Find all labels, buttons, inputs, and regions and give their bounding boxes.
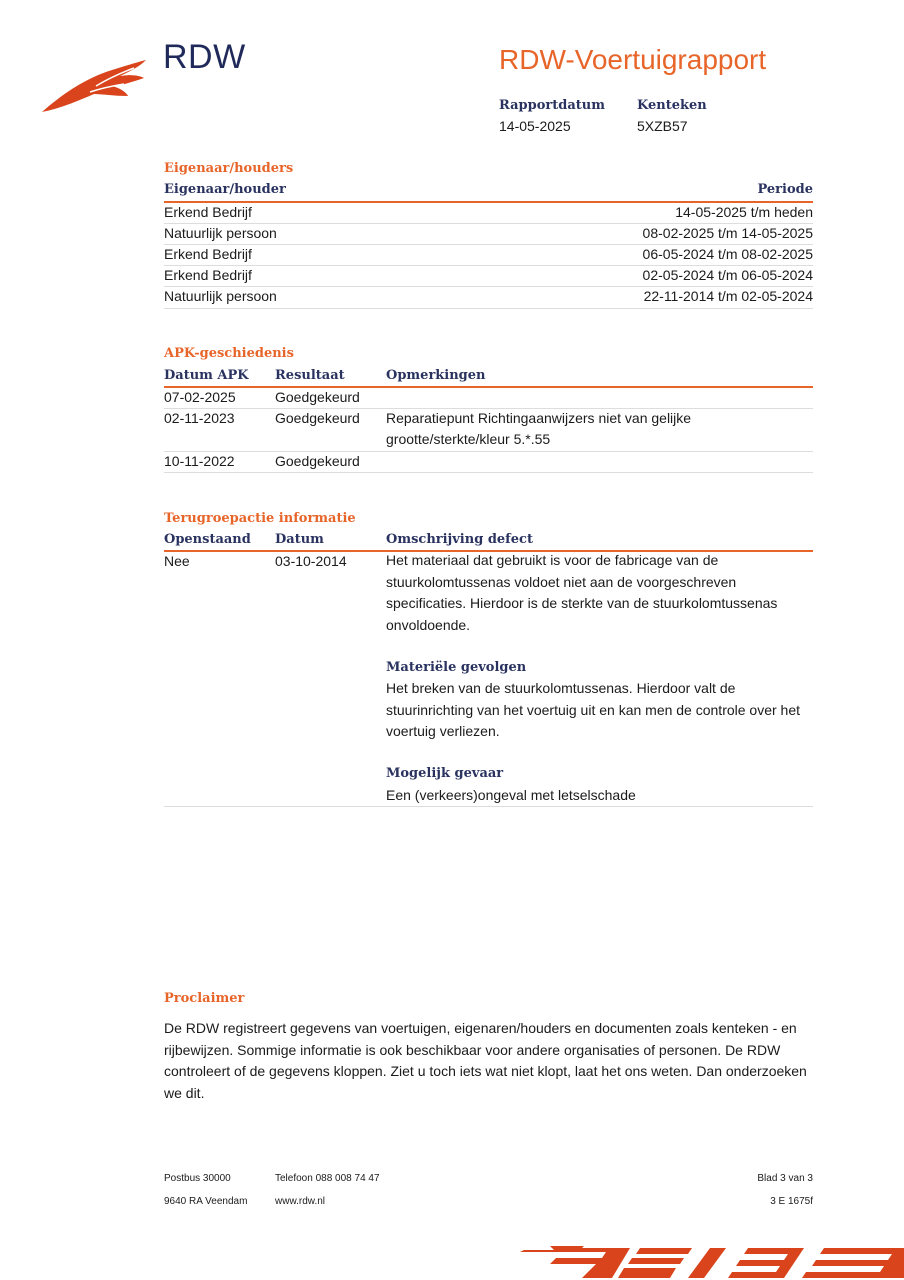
proclaimer-line: rijbewijzen. Sommige informatie is ook beschikbaar voor andere organisaties of personen. De RDW — [164, 1041, 781, 1058]
decorative-stripes-icon — [520, 1244, 904, 1280]
table-row-period: 14-05-2025 t/m heden — [675, 204, 813, 220]
report-title: RDW-Voertuigrapport — [499, 44, 767, 75]
apk-row-result: Goedgekeurd — [275, 410, 360, 426]
recall-section-title: Terugroepactie informatie — [164, 511, 356, 526]
rdw-logo-icon — [40, 56, 150, 116]
owners-header-rule — [164, 201, 813, 203]
apk-row-date: 10-11-2022 — [164, 453, 235, 469]
proclaimer-line: controleert of de gegevens kloppen. Ziet u toch iets wat niet klopt, laat het ons weten. Dan onderzoeken — [164, 1063, 807, 1079]
row-divider — [164, 265, 813, 266]
consequences-text — [386, 678, 806, 743]
recall-defect — [386, 550, 806, 636]
footer-postbus: Postbus 30000 — [164, 1173, 231, 1184]
table-row-period: 08-02-2025 t/m 14-05-2025 — [642, 225, 813, 241]
defect-line: stuurkolomtussenas voldoet niet aan de voorgeschreven — [386, 573, 737, 590]
apk-row-remark: grootte/sterkte/kleur 5.*.55 — [386, 431, 551, 447]
footer-phone: Telefoon 088 008 74 47 — [275, 1173, 380, 1184]
row-divider — [164, 408, 813, 409]
defect-line: onvoldoende. — [386, 616, 471, 633]
defect-line: specificaties. Hierdoor is de sterkte van de stuurkolomtussenas — [386, 595, 778, 611]
apk-row-result: Goedgekeurd — [275, 389, 360, 405]
owners-section-title: Eigenaar/houders — [164, 161, 294, 176]
consequences-title: Materiële gevolgen — [386, 660, 527, 675]
row-divider — [164, 472, 813, 473]
apk-row-result: Goedgekeurd — [275, 453, 360, 469]
footer-code: 3 E 1675f — [770, 1196, 813, 1207]
row-divider — [164, 286, 813, 287]
owners-col-period: Periode — [757, 182, 813, 197]
proclaimer-line: De RDW registreert gegevens van voertuigen, eigenaren/houders en documenten zoals kenteken - en — [164, 1020, 797, 1036]
apk-row-date: 02-11-2023 — [164, 410, 235, 426]
footer-city: 9640 RA Veendam — [164, 1196, 248, 1207]
recall-col-open: Openstaand — [164, 532, 251, 547]
plate-value: 5XZB57 — [637, 118, 688, 134]
footer-website: www.rdw.nl — [275, 1196, 326, 1207]
row-divider — [164, 308, 813, 309]
table-row-owner: Erkend Bedrijf — [164, 246, 252, 262]
table-row-period: 06-05-2024 t/m 08-02-2025 — [642, 246, 813, 262]
recall-open: Nee — [164, 553, 190, 569]
proclaimer-line: we dit. — [164, 1084, 205, 1101]
apk-col-date: Datum APK — [164, 368, 249, 383]
table-row-owner: Erkend Bedrijf — [164, 267, 252, 283]
apk-col-remarks: Opmerkingen — [386, 368, 486, 383]
proclaimer-title: Proclaimer — [164, 991, 245, 1006]
consequences-line: stuurinrichting van het voertuig uit en kan men de controle over het — [386, 701, 801, 718]
table-row-period: 02-05-2024 t/m 06-05-2024 — [642, 267, 813, 283]
recall-date: 03-10-2014 — [275, 553, 347, 569]
report-date-label: Rapportdatum — [499, 98, 605, 113]
apk-col-result: Resultaat — [275, 368, 345, 383]
defect-line: Het materiaal dat gebruikt is voor de fabricage van de — [386, 552, 719, 568]
footer-page: Blad 3 van 3 — [757, 1173, 813, 1184]
apk-section-title: APK-geschiedenis — [164, 346, 294, 361]
row-divider — [164, 223, 813, 224]
consequences-line: voertuig verliezen. — [386, 723, 500, 739]
danger-title: Mogelijk gevaar — [386, 766, 504, 781]
logo-text: RDW — [163, 38, 246, 76]
row-divider — [164, 451, 813, 452]
owners-col-owner: Eigenaar/houder — [164, 182, 286, 197]
consequences-line: Het breken van de stuurkolomtussenas. Hierdoor valt de — [386, 680, 736, 696]
report-date: 14-05-2025 — [499, 118, 571, 134]
apk-header-rule — [164, 386, 813, 388]
row-divider — [164, 244, 813, 245]
plate-label: Kenteken — [637, 98, 707, 113]
apk-row-date: 07-02-2025 — [164, 389, 236, 405]
apk-row-remark: Reparatiepunt Richtingaanwijzers niet van gelijke — [386, 410, 692, 426]
table-row-owner: Natuurlijk persoon — [164, 288, 277, 304]
proclaimer-text — [164, 1018, 814, 1104]
danger-text: Een (verkeers)ongeval met letselschade — [386, 787, 636, 803]
row-divider — [164, 806, 813, 807]
table-row-owner: Natuurlijk persoon — [164, 225, 277, 241]
table-row-period: 22-11-2014 t/m 02-05-2024 — [643, 288, 813, 304]
table-row-owner: Erkend Bedrijf — [164, 204, 252, 220]
recall-col-desc: Omschrijving defect — [386, 532, 533, 547]
recall-col-date: Datum — [275, 532, 324, 547]
